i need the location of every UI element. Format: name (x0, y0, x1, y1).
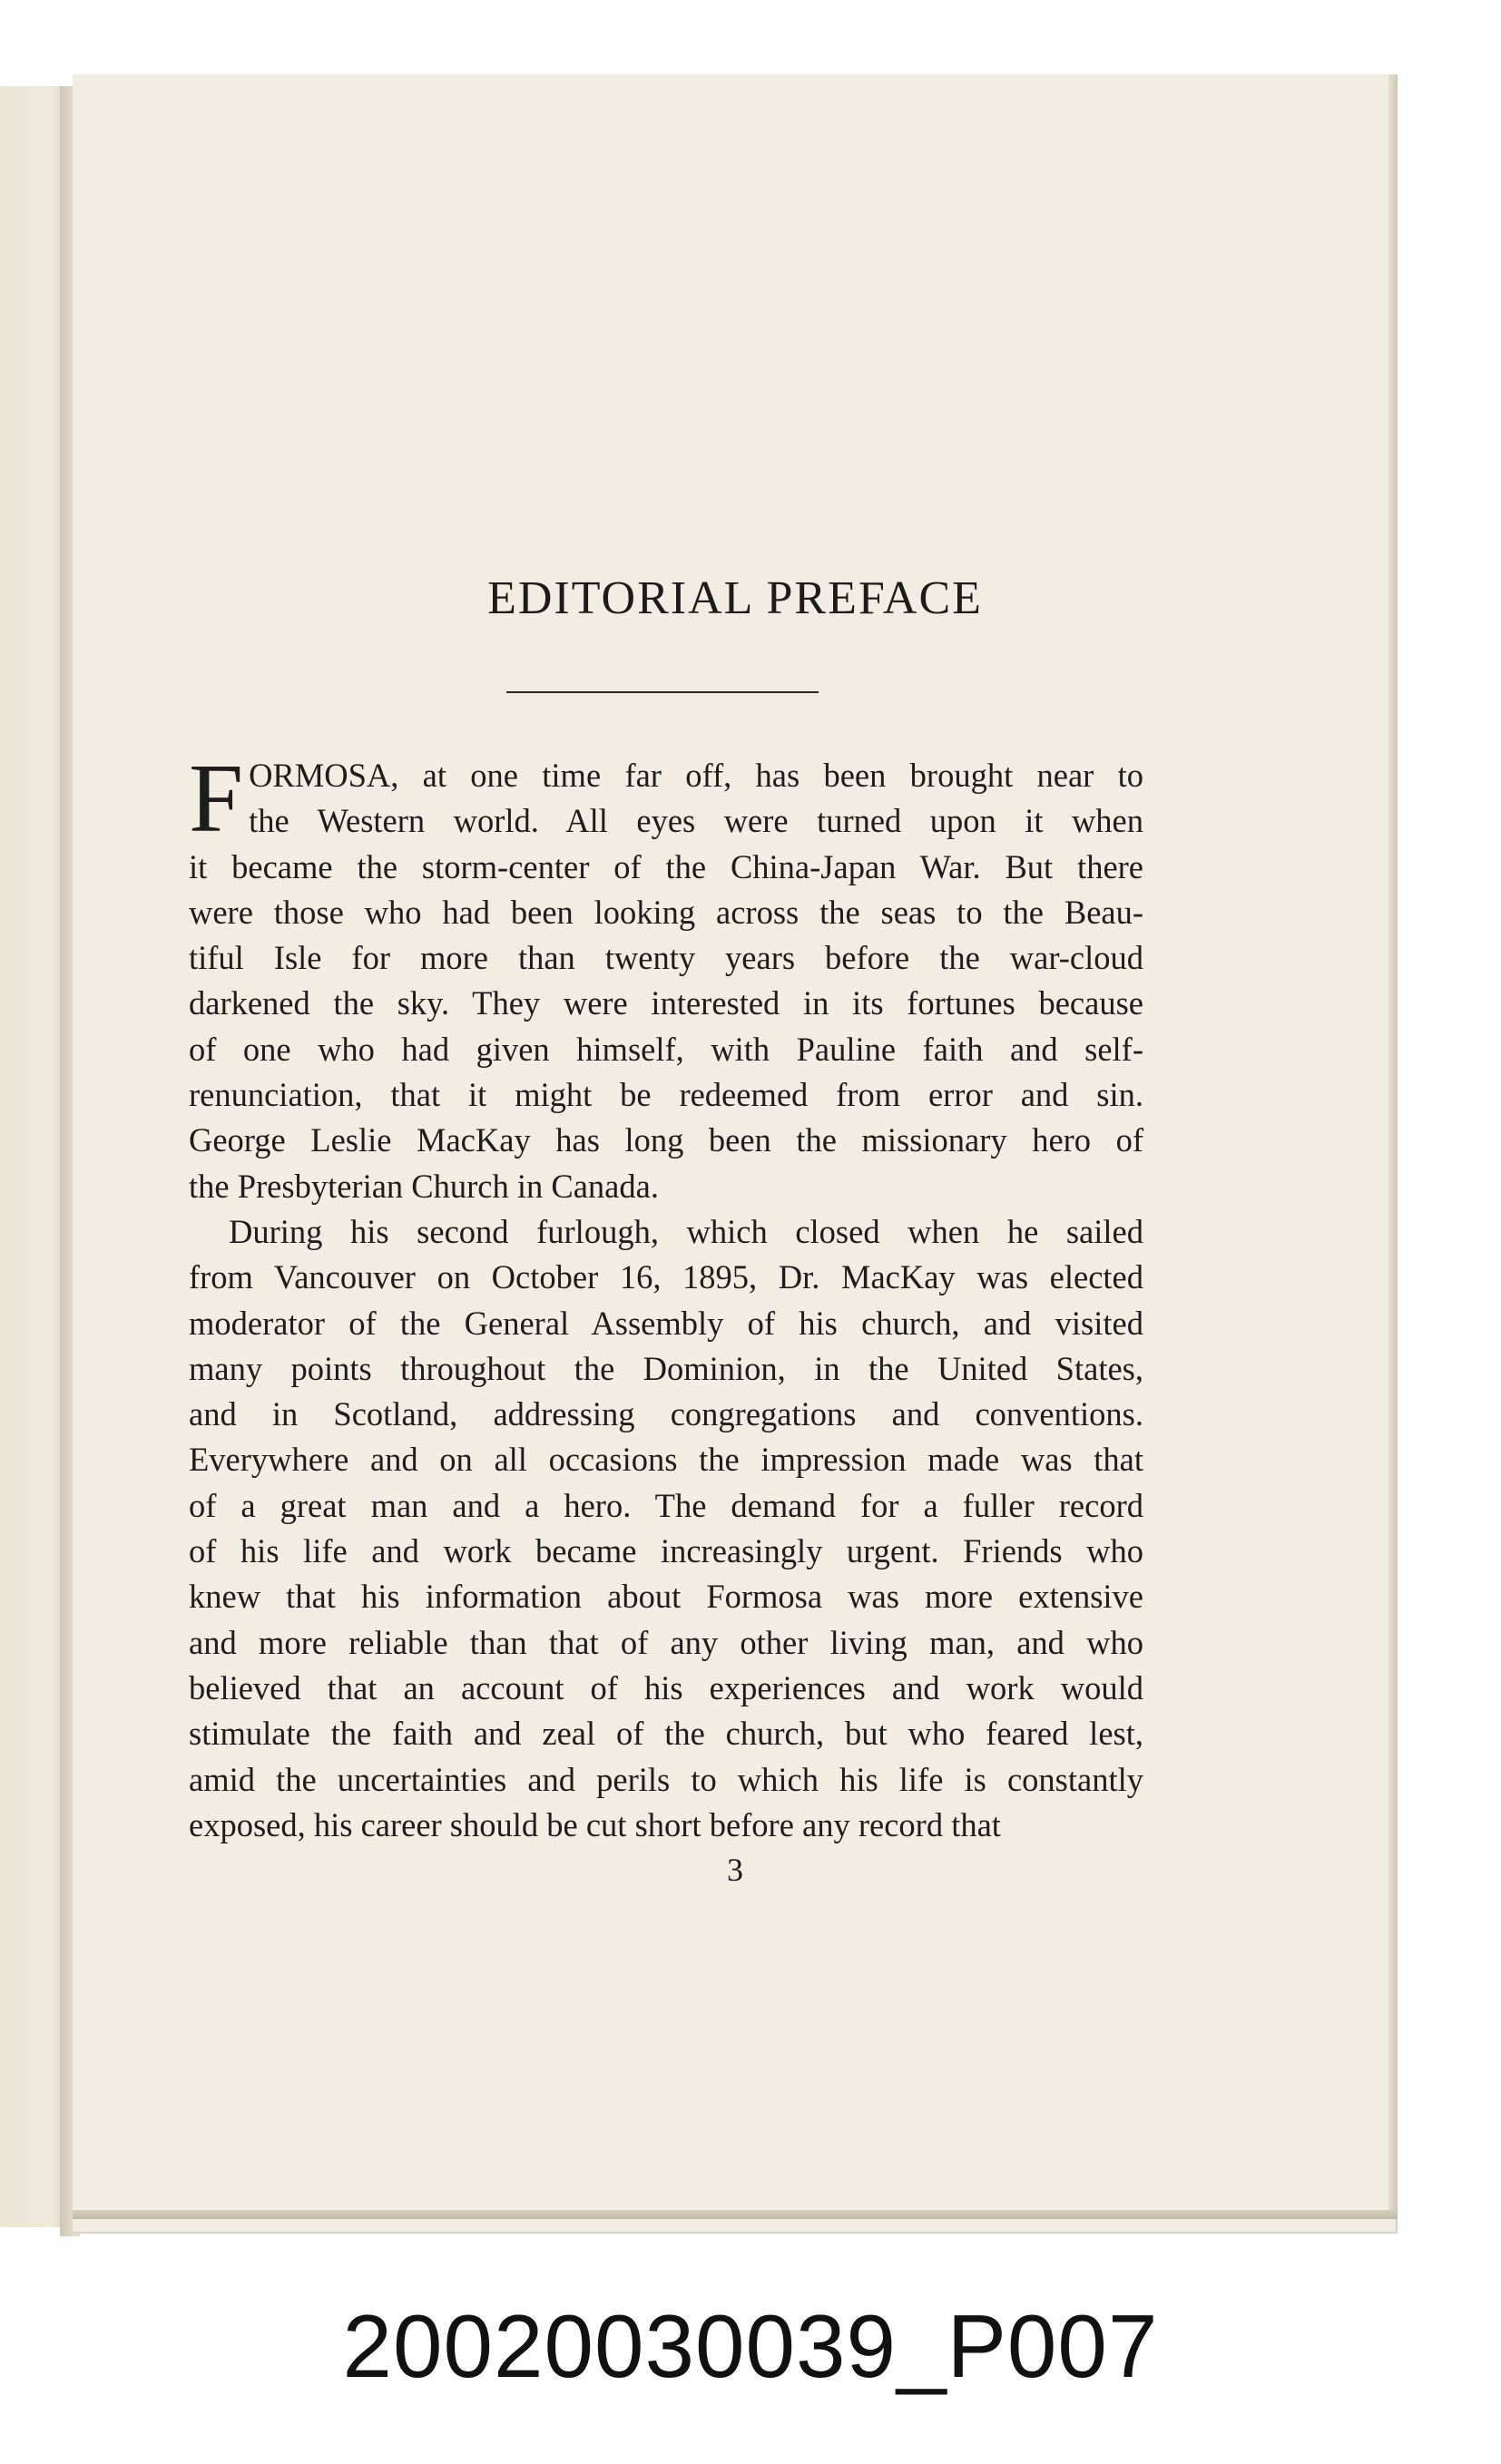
image-id-caption: 20020030039_P007 (342, 2296, 1159, 2396)
text-line: During his second furlough, which closed when he sailed (229, 1212, 1143, 1250)
body-text (189, 745, 1143, 1848)
text-line: exposed, his career should be cut short before any record that (189, 1805, 1001, 1843)
text-line: of one who had given himself, with Pauline faith and self- (189, 1030, 1143, 1068)
page-right-edge (1388, 74, 1398, 2219)
title-rule (506, 691, 819, 693)
text-line: were those who had been looking across the seas to the Beau- (189, 893, 1143, 931)
text-line: amid the uncertainties and perils to which his life is constantly (189, 1760, 1143, 1798)
text-line: moderator of the General Assembly of his church, and visited (189, 1304, 1143, 1342)
text-line: many points throughout the Dominion, in the United States, (189, 1349, 1143, 1387)
text-line: the Presbyterian Church in Canada. (189, 1167, 659, 1205)
text-line: ORMOSA, at one time far off, has been brought near to (249, 757, 1143, 794)
paragraph-1 (189, 745, 1143, 1209)
page-number: 3 (727, 1852, 743, 1888)
text-line: it became the storm-center of the China-Japan War. But there (189, 847, 1143, 885)
text-line: of a great man and a hero. The demand for a fuller record (189, 1486, 1143, 1524)
text-line: and in Scotland, addressing congregations and conventions. (189, 1395, 1143, 1433)
text-line: stimulate the faith and zeal of the church, but who feared lest, (189, 1715, 1143, 1753)
text-line: from Vancouver on October 16, 1895, Dr. MacKay was elected (189, 1258, 1143, 1296)
text-line: darkened the sky. They were interested in its fortunes because (189, 984, 1143, 1022)
text-line: George Leslie MacKay has long been the missionary hero of (189, 1121, 1143, 1159)
text-line: tiful Isle for more than twenty years before the war-cloud (189, 939, 1143, 977)
text-line: believed that an account of his experiences and work would (189, 1668, 1143, 1706)
text-line: knew that his information about Formosa was more extensive (189, 1578, 1143, 1616)
text-line: and more reliable than that of any other living man, and who (189, 1623, 1143, 1661)
page-bottom-edge (73, 2210, 1398, 2219)
page-title: EDITORIAL PREFACE (487, 572, 983, 624)
text-line: renunciation, that it might be redeemed from error and sin. (189, 1076, 1143, 1114)
text-line: the Western world. All eyes were turned upon it when (249, 802, 1143, 840)
text-line: of his life and work became increasingly urgent. Friends who (189, 1532, 1143, 1570)
text-line: Everywhere and on all occasions the impression made was that (189, 1441, 1143, 1479)
paragraph-2 (189, 1209, 1143, 1848)
drop-cap: F (189, 745, 244, 853)
